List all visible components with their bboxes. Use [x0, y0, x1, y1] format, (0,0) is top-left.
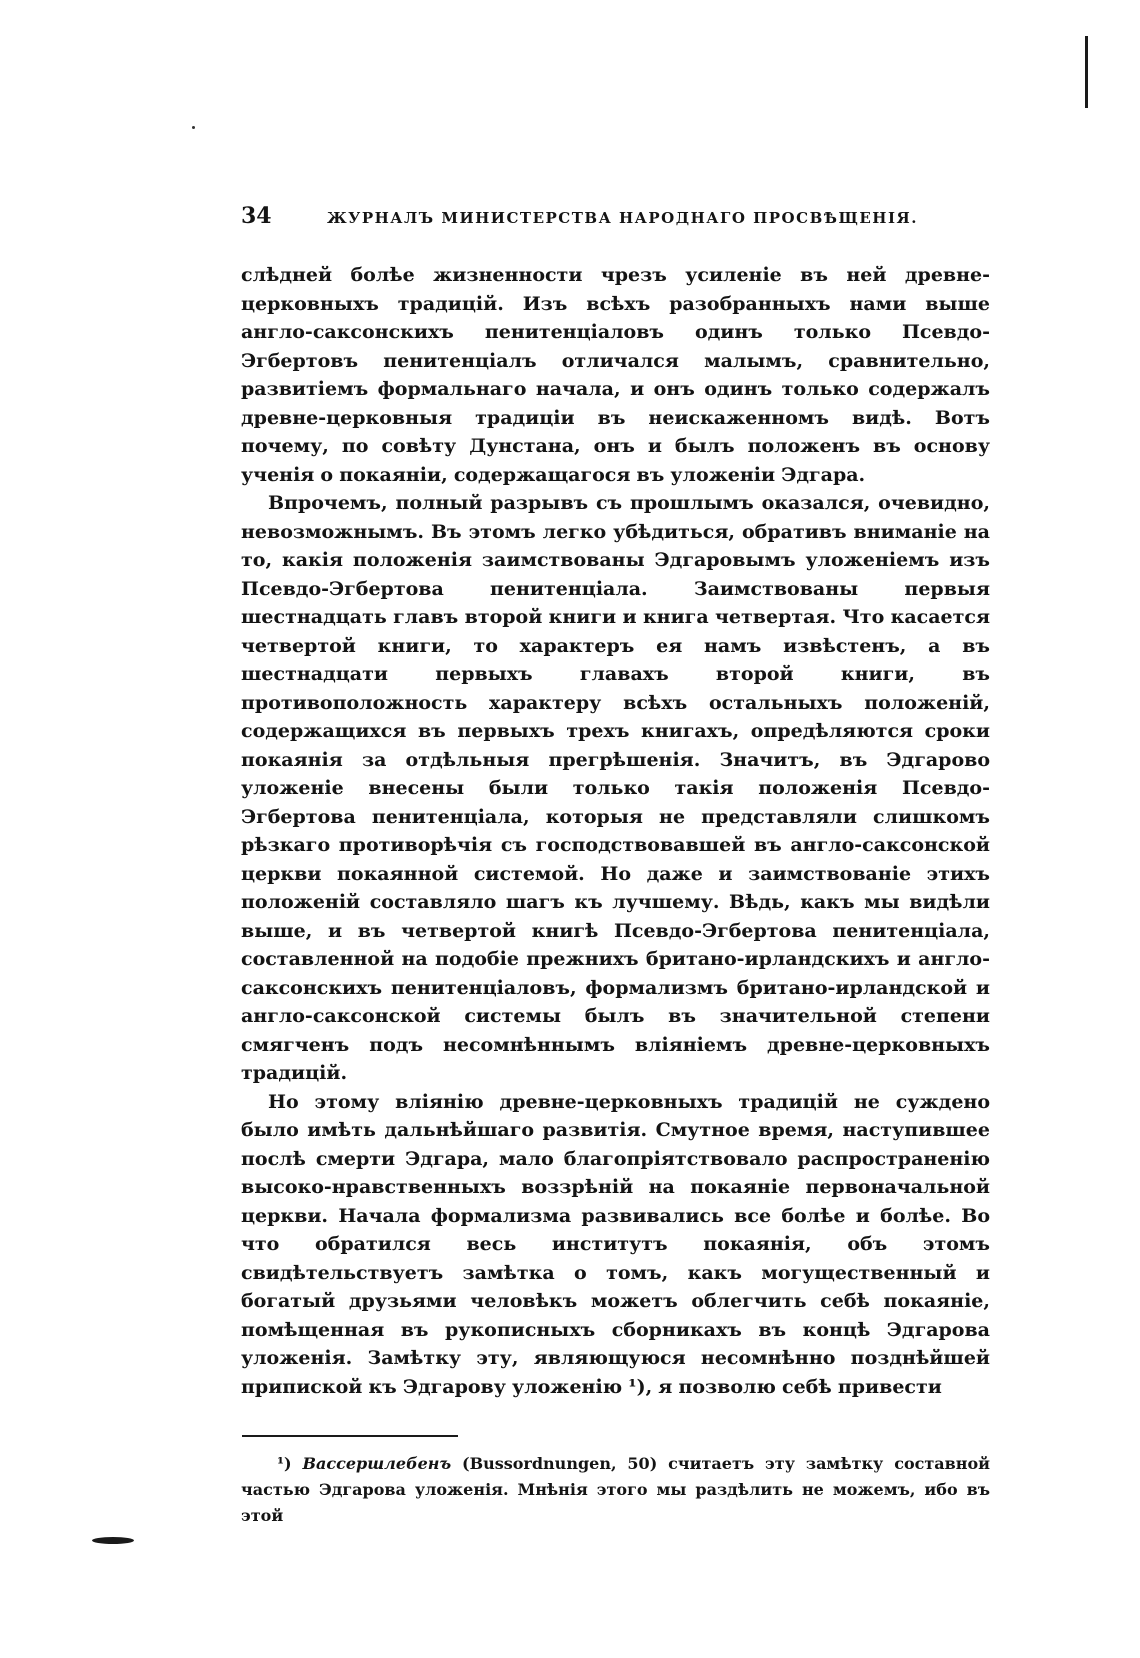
paragraph-continued: слѣдней болѣе жизненности чрезъ усиленіе въ ней древне-церковныхъ традицій. Изъ всѣхъ разобранныхъ нами выше англо-саксонскихъ пенитенціаловъ одинъ только Псевдо-Эгбертовъ пенитенціалъ отличался малымъ, сравнительно, развитіемъ формальнаго начала, и онъ одинъ только содержалъ древне-церковныя традиціи въ неискаженномъ видѣ. Вотъ почему, по совѣту Дунстана, онъ и былъ положенъ въ основу ученія о покаяніи, содержащагося въ уложеніи Эдгара.: [241, 264, 990, 486]
page-number: 34: [241, 203, 272, 229]
paragraph: Впрочемъ, полный разрывъ съ прошлымъ оказался, очевидно, невозможнымъ. Въ этомъ легко убѣдиться, обративъ вниманіе на то, какія положенія заимствованы Эдгаровымъ уложеніемъ изъ Псевдо-Эгбертова пенитенціала. Заимствованы первыя шестнадцать главъ второй книги и книга четвертая. Что касается четвертой книги, то характеръ ея намъ извѣстенъ, а въ шестнадцати первыхъ главахъ второй книги, въ противоположность характеру всѣхъ остальныхъ положеній, содержащихся въ первыхъ трехъ книгахъ, опредѣляются сроки покаянія за отдѣльныя прегрѣшенія. Значитъ, въ Эдгарово уложеніе внесены были только такія положенія Псевдо-Эгбертова пенитенціала, которыя не представляли слишкомъ рѣзкаго противорѣчія съ господствовавшей въ англо-саксонской церкви покаянной системой. Но даже и заимствованіе этихъ положеній составляло шагъ къ лучшему. Вѣдь, какъ мы видѣли выше, и въ четвертой книгѣ Псевдо-Эгбертова пенитенціала, составленной на подобіе прежнихъ британо-ирландскихъ и англо-саксонскихъ пенитенціаловъ, формализмъ британо-ирландской и англо-саксонской системы былъ въ значительной степени смягченъ подъ несомнѣннымъ вліяніемъ древне-церковныхъ традицій.: [241, 492, 990, 1084]
scan-edge-mark: [1085, 36, 1088, 108]
paragraph: Но этому вліянію древне-церковныхъ традицій не суждено было имѣть дальнѣйшаго развитія. Смутное время, наступившее послѣ смерти Эдгара, мало благопріятствовало распространенію высоко-нравственныхъ воззрѣній на покаяніе первоначальной церкви. Начала формализма развивались все болѣе и болѣе. Во что обратился весь институтъ покаянія, объ этомъ свидѣтельствуетъ замѣтка о томъ, какъ могущественный и богатый друзьями человѣкъ можетъ облегчить себѣ покаяніе, помѣщенная въ рукописныхъ сборникахъ въ концѣ Эдгарова уложенія. Замѣтку эту, являющуюся несомнѣнно позднѣйшей припиской къ Эдгарову уложенію ¹), я позволю себѣ привести: [241, 1090, 990, 1398]
footnote-text: (Bussordnungen, 50) считаетъ эту замѣтку составной частью Эдгарова уложенія. Мнѣнія этого мы раздѣлить не можемъ, ибо въ этой: [241, 1454, 991, 1525]
scan-smudge: [92, 1537, 134, 1544]
journal-title: ЖУРНАЛЪ МИНИСТЕРСТВА НАРОДНАГО ПРОСВѢЩЕНІЯ.: [327, 209, 918, 227]
footnote-marker: ¹): [277, 1454, 292, 1473]
book-page: [241, 203, 990, 1529]
footnote-author: Вассершлебенъ: [302, 1454, 452, 1473]
body-text: [241, 261, 990, 1401]
running-head: [241, 203, 990, 239]
footnote: [241, 1451, 990, 1529]
footnote-divider: [242, 1435, 458, 1437]
scan-speck: [192, 126, 195, 129]
